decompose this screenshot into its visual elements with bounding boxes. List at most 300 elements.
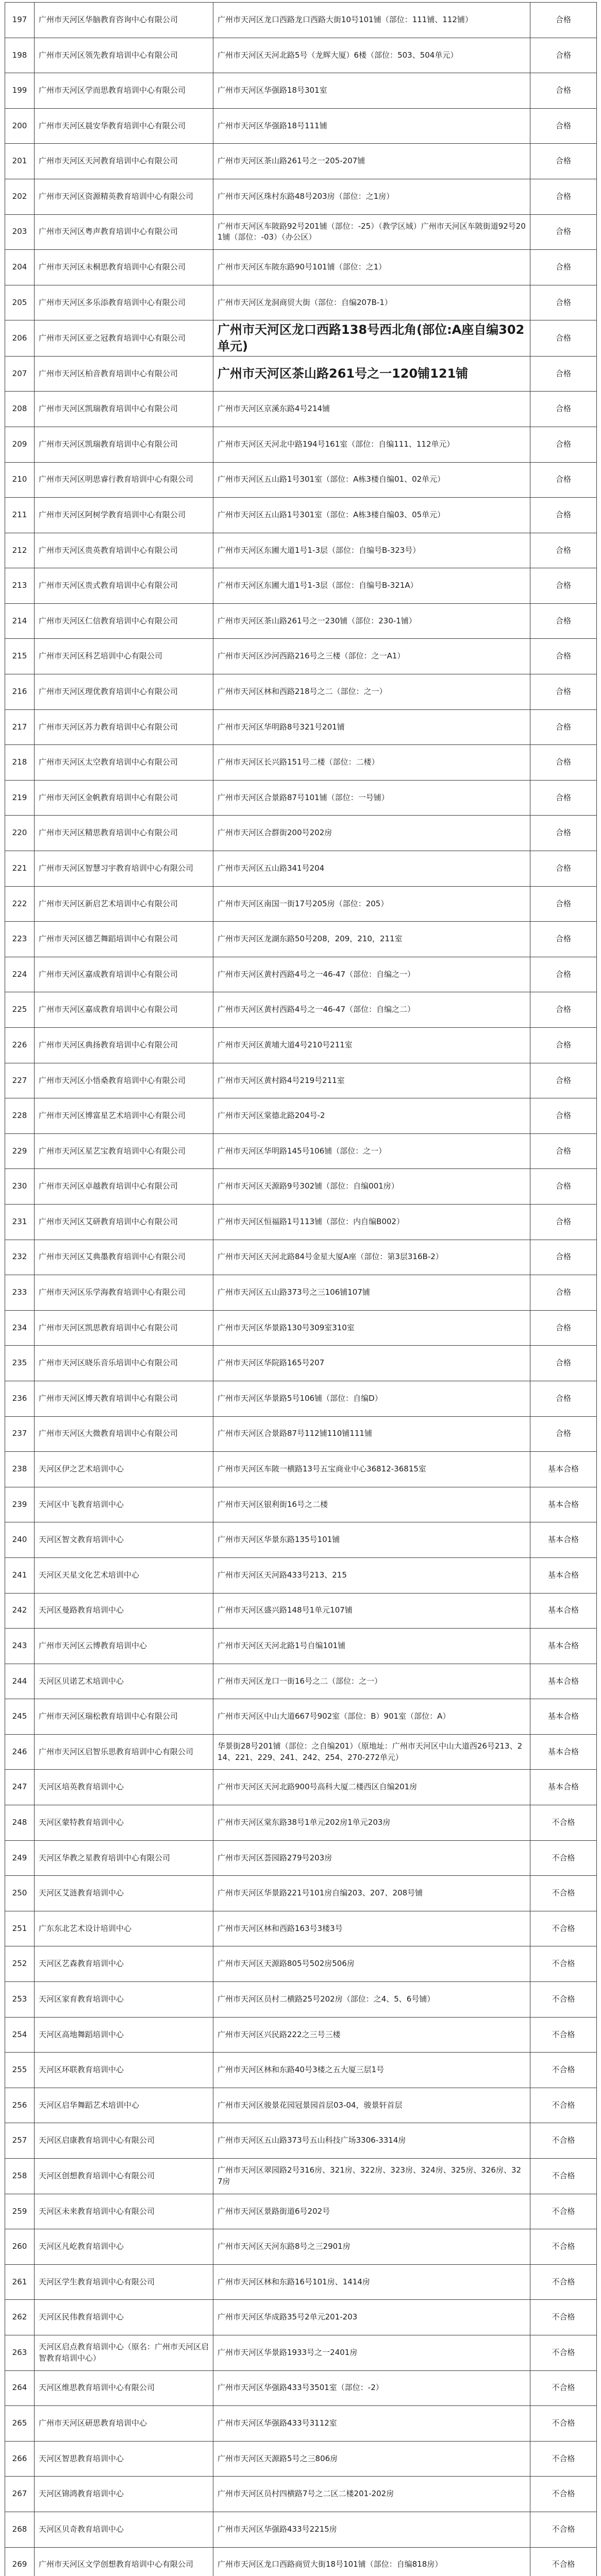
address-cell: 广州市天河区京溪东路4号214铺 xyxy=(213,392,530,427)
institution-name-cell: 天河区启康教育培训中心有限公司 xyxy=(35,2123,213,2159)
inspection-result-cell: 不合格 xyxy=(530,2547,597,2576)
address-cell: 广州市天河区长兴路151号二楼（部位：二楼） xyxy=(213,745,530,781)
institution-name-cell: 天河区天星文化艺术培训中心 xyxy=(35,1557,213,1593)
address-cell: 广州市天河区沙河西路216号之三楼（部位：之一A1） xyxy=(213,639,530,674)
row-number-cell: 220 xyxy=(5,816,35,851)
inspection-result-cell: 合格 xyxy=(530,356,597,392)
row-number-cell: 223 xyxy=(5,922,35,957)
table-row xyxy=(5,639,597,674)
institution-name-cell: 天河区维思教育培训中心有限公司 xyxy=(35,2370,213,2406)
institution-name-cell: 广州市天河区阿树学教育培训中心有限公司 xyxy=(35,498,213,533)
inspection-result-cell: 不合格 xyxy=(530,2300,597,2335)
address-cell: 广州市天河区华明路145号106铺（部位：之一） xyxy=(213,1133,530,1169)
address-cell: 广州市天河区天河北路900号高科大厦二楼西区自编201房 xyxy=(213,1770,530,1805)
institution-name-cell: 广州市天河区星艺宝教育培训中心有限公司 xyxy=(35,1133,213,1169)
table-row xyxy=(5,2159,597,2194)
row-number-cell: 205 xyxy=(5,285,35,320)
table-row xyxy=(5,1770,597,1805)
address-cell: 广州市天河区合景路87号101铺（部位：一号铺） xyxy=(213,780,530,816)
institution-name-cell: 广州市天河区贵式教育培训中心有限公司 xyxy=(35,568,213,604)
institution-name-cell: 广州市天河区智慧习宇教育培训中心有限公司 xyxy=(35,851,213,887)
institution-name-cell: 天河区环联教育培训中心 xyxy=(35,2053,213,2088)
row-number-cell: 226 xyxy=(5,1028,35,1063)
institution-name-cell: 广州市天河区瑞松教育培训中心有限公司 xyxy=(35,1699,213,1735)
inspection-result-cell: 不合格 xyxy=(530,2053,597,2088)
table-row xyxy=(5,2441,597,2477)
institution-name-cell: 广州市天河区晨安华教育培训中心有限公司 xyxy=(35,108,213,144)
inspection-result-cell: 合格 xyxy=(530,179,597,214)
institution-name-cell: 广州市天河区艾典墨教育培训中心有限公司 xyxy=(35,1240,213,1275)
inspection-result-cell: 不合格 xyxy=(530,1805,597,1841)
table-row xyxy=(5,603,597,639)
address-cell: 广州市天河区龙口一街16号之二（部位：之一） xyxy=(213,1664,530,1699)
institution-name-cell: 广东东北艺术设计培训中心 xyxy=(35,1911,213,1946)
institution-name-cell: 广州市天河区卓越教育培训中心有限公司 xyxy=(35,1169,213,1205)
inspection-result-cell: 基本合格 xyxy=(530,1629,597,1664)
institution-name-cell: 广州市天河区文学创想教育培训中心有限公司 xyxy=(35,2547,213,2576)
institution-name-cell: 广州市天河区贵英教育培训中心有限公司 xyxy=(35,533,213,568)
table-row xyxy=(5,73,597,109)
inspection-result-cell: 不合格 xyxy=(530,2512,597,2547)
address-cell: 广州市天河区华景路221号101房自编203、207、208号铺 xyxy=(213,1876,530,1911)
inspection-result-cell: 基本合格 xyxy=(530,1770,597,1805)
address-cell: 广州市天河区员村二横路25号202房（部位：之4、5、6号铺） xyxy=(213,1982,530,2018)
institution-name-cell: 广州市天河区凯瑞教育培训中心有限公司 xyxy=(35,427,213,462)
row-number-cell: 246 xyxy=(5,1734,35,1770)
table-row xyxy=(5,1946,597,1982)
institution-name-cell: 天河区伊之艺术培训中心 xyxy=(35,1452,213,1487)
row-number-cell: 250 xyxy=(5,1876,35,1911)
institution-name-cell: 广州市天河区新启艺术培训中心有限公司 xyxy=(35,886,213,922)
inspection-result-cell: 合格 xyxy=(530,745,597,781)
address-cell: 广州市天河区员村四横路7号之二区二楼201-202房 xyxy=(213,2477,530,2512)
table-row xyxy=(5,1133,597,1169)
row-number-cell: 254 xyxy=(5,2017,35,2053)
table-row xyxy=(5,108,597,144)
inspection-result-cell: 合格 xyxy=(530,992,597,1028)
institution-name-cell: 广州市天河区天河教育培训中心有限公司 xyxy=(35,144,213,179)
table-row xyxy=(5,214,597,250)
table-row xyxy=(5,2477,597,2512)
inspection-result-cell: 基本合格 xyxy=(530,1487,597,1522)
row-number-cell: 245 xyxy=(5,1699,35,1735)
table-row xyxy=(5,1699,597,1735)
inspection-result-cell: 基本合格 xyxy=(530,1452,597,1487)
inspection-result-cell: 基本合格 xyxy=(530,1522,597,1558)
institution-name-cell: 广州市天河区德艺舞蹈培训中心有限公司 xyxy=(35,922,213,957)
row-number-cell: 221 xyxy=(5,851,35,887)
row-number-cell: 204 xyxy=(5,250,35,285)
institution-name-cell: 天河区凡屹教育培训中心 xyxy=(35,2229,213,2265)
inspection-result-cell: 合格 xyxy=(530,674,597,710)
row-number-cell: 251 xyxy=(5,1911,35,1946)
inspection-result-cell: 合格 xyxy=(530,285,597,320)
inspection-result-cell: 合格 xyxy=(530,851,597,887)
table-row xyxy=(5,1204,597,1240)
address-cell: 广州市天河区合景路87号112铺110铺111铺 xyxy=(213,1416,530,1452)
table-row xyxy=(5,2123,597,2159)
institution-name-cell: 天河区学生教育培训中心有限公司 xyxy=(35,2264,213,2300)
address-cell: 广州市天河区华景路1933号之一2401房 xyxy=(213,2335,530,2370)
address-cell: 广州市天河区天源路9号302铺（部位：自编001房） xyxy=(213,1169,530,1205)
table-row xyxy=(5,2547,597,2576)
row-number-cell: 229 xyxy=(5,1133,35,1169)
row-number-cell: 232 xyxy=(5,1240,35,1275)
row-number-cell: 268 xyxy=(5,2512,35,2547)
row-number-cell: 202 xyxy=(5,179,35,214)
inspection-result-cell: 不合格 xyxy=(530,2123,597,2159)
address-cell: 广州市天河区天河北路1号自编101铺 xyxy=(213,1629,530,1664)
address-cell: 华景街28号201铺（部位：之自编201）（原地址：广州市天河区中山大道西26号213、214、221、229、241、242、254、270-272单元） xyxy=(213,1734,530,1770)
institution-name-cell: 天河区高地舞蹈培训中心 xyxy=(35,2017,213,2053)
row-number-cell: 248 xyxy=(5,1805,35,1841)
institution-name-cell: 广州市天河区凯思教育培训中心有限公司 xyxy=(35,1310,213,1346)
institution-name-cell: 广州市天河区乐学海教育培训中心有限公司 xyxy=(35,1275,213,1311)
table-row xyxy=(5,1911,597,1946)
institution-name-cell: 广州市天河区粤声教育培训中心有限公司 xyxy=(35,214,213,250)
table-row xyxy=(5,2406,597,2442)
institution-name-cell: 广州市天河区晓乐音乐培训中心有限公司 xyxy=(35,1346,213,1381)
institution-name-cell: 广州市天河区华脑教育咨询中心有限公司 xyxy=(35,3,213,38)
table-row xyxy=(5,1840,597,1876)
institution-name-cell: 广州市天河区云博教育培训中心 xyxy=(35,1629,213,1664)
table-row xyxy=(5,1805,597,1841)
institution-name-cell: 广州市天河区未桐思教育培训中心有限公司 xyxy=(35,250,213,285)
institution-name-cell: 广州市天河区研思教育培训中心 xyxy=(35,2406,213,2442)
table-row xyxy=(5,1629,597,1664)
address-cell: 广州市天河区中山大道667号902室（部位：B）901室（部位：A） xyxy=(213,1699,530,1735)
institution-name-cell: 天河区锦鸿教育培训中心 xyxy=(35,2477,213,2512)
institution-name-cell: 天河区智文教育培训中心 xyxy=(35,1522,213,1558)
table-row xyxy=(5,427,597,462)
row-number-cell: 237 xyxy=(5,1416,35,1452)
table-row xyxy=(5,886,597,922)
institution-name-cell: 广州市天河区启智乐思教育培训中心有限公司 xyxy=(35,1734,213,1770)
institution-name-cell: 广州市天河区凯瑞教育培训中心有限公司 xyxy=(35,392,213,427)
institution-name-cell: 天河区未来教育培训中心有限公司 xyxy=(35,2194,213,2229)
table-row xyxy=(5,1487,597,1522)
institution-name-cell: 广州市天河区嘉成教育培训中心有限公司 xyxy=(35,957,213,992)
address-cell: 广州市天河区天河北中路194号161室（部位：自编111、112单元） xyxy=(213,427,530,462)
row-number-cell: 241 xyxy=(5,1557,35,1593)
inspection-result-cell: 合格 xyxy=(530,3,597,38)
inspection-result-cell: 合格 xyxy=(530,709,597,745)
row-number-cell: 218 xyxy=(5,745,35,781)
row-number-cell: 203 xyxy=(5,214,35,250)
institution-name-cell: 广州市天河区理优教育培训中心有限公司 xyxy=(35,674,213,710)
inspection-result-cell: 合格 xyxy=(530,250,597,285)
inspection-result-cell: 合格 xyxy=(530,1240,597,1275)
address-cell: 广州市天河区南国一街17号205房（部位：205） xyxy=(213,886,530,922)
inspection-result-cell: 不合格 xyxy=(530,2441,597,2477)
inspection-result-cell: 基本合格 xyxy=(530,1734,597,1770)
row-number-cell: 262 xyxy=(5,2300,35,2335)
row-number-cell: 236 xyxy=(5,1381,35,1416)
row-number-cell: 266 xyxy=(5,2441,35,2477)
address-cell: 广州市天河区车陂一横路13号五宝商业中心36812-36815室 xyxy=(213,1452,530,1487)
row-number-cell: 259 xyxy=(5,2194,35,2229)
inspection-result-cell: 合格 xyxy=(530,1275,597,1311)
address-cell: 广州市天河区黄村路4号219号211室 xyxy=(213,1063,530,1098)
address-cell: 广州市天河区华景路5号106铺（部位：自编D） xyxy=(213,1381,530,1416)
table-row xyxy=(5,356,597,392)
address-cell: 广州市天河区黄村西路4号之一46-47（部位：自编之二） xyxy=(213,992,530,1028)
table-row xyxy=(5,992,597,1028)
row-number-cell: 208 xyxy=(5,392,35,427)
inspection-result-cell: 不合格 xyxy=(530,2159,597,2194)
address-cell: 广州市天河区华景路130号309室310室 xyxy=(213,1310,530,1346)
address-cell: 广州市天河区林和东路40号3楼之五大厦三层1号 xyxy=(213,2053,530,2088)
table-row xyxy=(5,780,597,816)
row-number-cell: 217 xyxy=(5,709,35,745)
table-row xyxy=(5,2194,597,2229)
address-cell: 广州市天河区茶山路261号之一120铺121铺 xyxy=(213,356,530,392)
inspection-result-cell: 合格 xyxy=(530,886,597,922)
inspection-result-cell: 合格 xyxy=(530,144,597,179)
table-row xyxy=(5,816,597,851)
inspection-result-cell: 基本合格 xyxy=(530,1557,597,1593)
address-cell: 广州市天河区华强路433号3501室（部位：-2） xyxy=(213,2370,530,2406)
table-row xyxy=(5,144,597,179)
institution-name-cell: 天河区艾涟教育培训中心 xyxy=(35,1876,213,1911)
inspection-result-cell: 合格 xyxy=(530,1310,597,1346)
address-cell: 广州市天河区华强路433号2215房 xyxy=(213,2512,530,2547)
inspection-result-cell: 合格 xyxy=(530,1063,597,1098)
address-cell: 广州市天河区五山路341号204 xyxy=(213,851,530,887)
address-cell: 广州市天河区华院路165号207 xyxy=(213,1346,530,1381)
table-row xyxy=(5,851,597,887)
institution-name-cell: 广州市天河区学而思教育培训中心有限公司 xyxy=(35,73,213,109)
table-row xyxy=(5,320,597,356)
address-cell: 广州市天河区五山路373号五山科技广场3306-3314房 xyxy=(213,2123,530,2159)
institution-name-cell: 天河区华教之星教育培训中心有限公司 xyxy=(35,1840,213,1876)
address-cell: 广州市天河区华强路433号3112室 xyxy=(213,2406,530,2442)
inspection-result-cell: 合格 xyxy=(530,108,597,144)
inspection-result-cell: 合格 xyxy=(530,922,597,957)
table-row xyxy=(5,2370,597,2406)
table-row xyxy=(5,1098,597,1134)
inspection-result-cell: 不合格 xyxy=(530,1982,597,2018)
row-number-cell: 199 xyxy=(5,73,35,109)
address-cell: 广州市天河区五山路1号301室（部位：A栋3楼自编03、05单元） xyxy=(213,498,530,533)
inspection-results-table-sheet xyxy=(5,2,596,2576)
table-row xyxy=(5,674,597,710)
address-cell: 广州市天河区天源路5号之三806房 xyxy=(213,2441,530,2477)
row-number-cell: 212 xyxy=(5,533,35,568)
institution-name-cell: 天河区启点教育培训中心（原名：广州市天河区启智教育培训中心） xyxy=(35,2335,213,2370)
inspection-results-table xyxy=(5,2,597,2576)
institution-name-cell: 天河区贝奇教育培训中心 xyxy=(35,2512,213,2547)
row-number-cell: 197 xyxy=(5,3,35,38)
row-number-cell: 258 xyxy=(5,2159,35,2194)
table-row xyxy=(5,1416,597,1452)
row-number-cell: 219 xyxy=(5,780,35,816)
inspection-result-cell: 不合格 xyxy=(530,2088,597,2123)
table-row xyxy=(5,533,597,568)
address-cell: 广州市天河区茶山路261号之一230铺（部位：230-1铺） xyxy=(213,603,530,639)
institution-name-cell: 天河区家育教育培训中心 xyxy=(35,1982,213,2018)
address-cell: 广州市天河区盛兴路148号1单元107铺 xyxy=(213,1593,530,1629)
institution-name-cell: 广州市天河区多乐添教育培训中心有限公司 xyxy=(35,285,213,320)
table-row xyxy=(5,250,597,285)
inspection-result-cell: 合格 xyxy=(530,639,597,674)
inspection-result-cell: 不合格 xyxy=(530,2194,597,2229)
row-number-cell: 213 xyxy=(5,568,35,604)
institution-name-cell: 广州市天河区科艺培训中心有限公司 xyxy=(35,639,213,674)
inspection-result-cell: 合格 xyxy=(530,533,597,568)
row-number-cell: 231 xyxy=(5,1204,35,1240)
table-row xyxy=(5,462,597,498)
row-number-cell: 261 xyxy=(5,2264,35,2300)
institution-name-cell: 广州市天河区博天教育培训中心有限公司 xyxy=(35,1381,213,1416)
inspection-result-cell: 不合格 xyxy=(530,1946,597,1982)
table-row xyxy=(5,922,597,957)
table-row xyxy=(5,38,597,73)
row-number-cell: 239 xyxy=(5,1487,35,1522)
inspection-result-cell: 不合格 xyxy=(530,1840,597,1876)
institution-name-cell: 天河区曼路教育培训中心 xyxy=(35,1593,213,1629)
address-cell: 广州市天河区黄村西路4号之一46-47（部位：自编之一） xyxy=(213,957,530,992)
row-number-cell: 242 xyxy=(5,1593,35,1629)
row-number-cell: 264 xyxy=(5,2370,35,2406)
institution-name-cell: 天河区艺森教育培训中心 xyxy=(35,1946,213,1982)
table-row xyxy=(5,498,597,533)
institution-name-cell: 天河区中飞教育培训中心 xyxy=(35,1487,213,1522)
address-cell: 广州市天河区天河北路5号（龙辉大厦）6楼（部位：503、504单元） xyxy=(213,38,530,73)
row-number-cell: 233 xyxy=(5,1275,35,1311)
table-row xyxy=(5,2017,597,2053)
row-number-cell: 207 xyxy=(5,356,35,392)
address-cell: 广州市天河区车陂东路90号101铺（部位：之1） xyxy=(213,250,530,285)
inspection-result-cell: 合格 xyxy=(530,462,597,498)
row-number-cell: 210 xyxy=(5,462,35,498)
inspection-result-cell: 合格 xyxy=(530,392,597,427)
inspection-result-cell: 不合格 xyxy=(530,2264,597,2300)
address-cell: 广州市天河区合群街200号202房 xyxy=(213,816,530,851)
address-cell: 广州市天河区棠德北路204号-2 xyxy=(213,1098,530,1134)
row-number-cell: 216 xyxy=(5,674,35,710)
inspection-result-cell: 合格 xyxy=(530,1169,597,1205)
address-cell: 广州市天河区林和东路16号101房、1414房 xyxy=(213,2264,530,2300)
address-cell: 广州市天河区银利街16号之二楼 xyxy=(213,1487,530,1522)
institution-name-cell: 广州市天河区艾研教育培训中心有限公司 xyxy=(35,1204,213,1240)
row-number-cell: 228 xyxy=(5,1098,35,1134)
table-row xyxy=(5,1381,597,1416)
table-row xyxy=(5,2512,597,2547)
row-number-cell: 198 xyxy=(5,38,35,73)
institution-name-cell: 天河区启华舞蹈艺术培训中心 xyxy=(35,2088,213,2123)
row-number-cell: 230 xyxy=(5,1169,35,1205)
address-cell: 广州市天河区茶山路261号之一205-207铺 xyxy=(213,144,530,179)
table-row xyxy=(5,2264,597,2300)
address-cell: 广州市天河区华强路18号111铺 xyxy=(213,108,530,144)
address-cell: 广州市天河区五山路373号之三106铺107铺 xyxy=(213,1275,530,1311)
table-row xyxy=(5,1169,597,1205)
inspection-result-cell: 合格 xyxy=(530,1098,597,1134)
address-cell: 广州市天河区龙口西路商贸大街18号101铺（部位：自编818房） xyxy=(213,2547,530,2576)
row-number-cell: 201 xyxy=(5,144,35,179)
address-cell: 广州市天河区天源路805号502房506房 xyxy=(213,1946,530,1982)
address-cell: 广州市天河区龙口西路138号西北角(部位:A座自编302单元) xyxy=(213,320,530,356)
inspection-result-cell: 不合格 xyxy=(530,2335,597,2370)
table-row xyxy=(5,392,597,427)
address-cell: 广州市天河区黄埔大道4号210号211室 xyxy=(213,1028,530,1063)
row-number-cell: 252 xyxy=(5,1946,35,1982)
institution-name-cell: 广州市天河区精思教育培训中心有限公司 xyxy=(35,816,213,851)
table-row xyxy=(5,3,597,38)
address-cell: 广州市天河区荟园路279号203房 xyxy=(213,1840,530,1876)
row-number-cell: 227 xyxy=(5,1063,35,1098)
institution-name-cell: 广州市天河区博富星艺术培训中心有限公司 xyxy=(35,1098,213,1134)
institution-name-cell: 天河区贝诺艺术培训中心 xyxy=(35,1664,213,1699)
row-number-cell: 249 xyxy=(5,1840,35,1876)
inspection-result-cell: 合格 xyxy=(530,1346,597,1381)
inspection-result-cell: 合格 xyxy=(530,1416,597,1452)
address-cell: 广州市天河区珠村东路48号203房（部位：之1房） xyxy=(213,179,530,214)
inspection-result-cell: 不合格 xyxy=(530,1876,597,1911)
address-cell: 广州市天河区龙洞商贸大街（部位：自编207B-1） xyxy=(213,285,530,320)
row-number-cell: 265 xyxy=(5,2406,35,2442)
row-number-cell: 222 xyxy=(5,886,35,922)
table-row xyxy=(5,2335,597,2370)
table-row xyxy=(5,179,597,214)
address-cell: 广州市天河区龙湖东路50号208，209，210，211室 xyxy=(213,922,530,957)
table-row xyxy=(5,1876,597,1911)
row-number-cell: 214 xyxy=(5,603,35,639)
table-row xyxy=(5,1452,597,1487)
table-row xyxy=(5,1275,597,1311)
inspection-result-cell: 合格 xyxy=(530,498,597,533)
row-number-cell: 234 xyxy=(5,1310,35,1346)
row-number-cell: 257 xyxy=(5,2123,35,2159)
inspection-result-cell: 合格 xyxy=(530,1204,597,1240)
row-number-cell: 253 xyxy=(5,1982,35,2018)
institution-name-cell: 天河区蒙特教育培训中心 xyxy=(35,1805,213,1841)
institution-name-cell: 广州市天河区小悟桑教育培训中心有限公司 xyxy=(35,1063,213,1098)
inspection-result-cell: 合格 xyxy=(530,1381,597,1416)
institution-name-cell: 广州市天河区嘉成教育培训中心有限公司 xyxy=(35,992,213,1028)
inspection-result-cell: 合格 xyxy=(530,320,597,356)
inspection-result-cell: 不合格 xyxy=(530,2017,597,2053)
address-cell: 广州市天河区车陂路92号201铺（部位：-25）（教学区域）广州市天河区车陂街道92号201铺（部位：-03）（办公区） xyxy=(213,214,530,250)
table-row xyxy=(5,2229,597,2265)
row-number-cell: 263 xyxy=(5,2335,35,2370)
inspection-result-cell: 合格 xyxy=(530,957,597,992)
row-number-cell: 267 xyxy=(5,2477,35,2512)
inspection-result-cell: 不合格 xyxy=(530,2477,597,2512)
address-cell: 广州市天河区天河东路8号之三2901房 xyxy=(213,2229,530,2265)
table-row xyxy=(5,1063,597,1098)
inspection-result-cell: 合格 xyxy=(530,427,597,462)
address-cell: 广州市天河区景路街道6号202号 xyxy=(213,2194,530,2229)
inspection-result-cell: 合格 xyxy=(530,38,597,73)
table-row xyxy=(5,1982,597,2018)
table-body xyxy=(5,3,597,2576)
address-cell: 广州市天河区东圃大道1号1-3层（部位：自编号B-323号） xyxy=(213,533,530,568)
table-row xyxy=(5,1557,597,1593)
table-row xyxy=(5,1310,597,1346)
address-cell: 广州市天河区翠园路2号316房、321房、322房、323房、324房、325房、326房、327房 xyxy=(213,2159,530,2194)
row-number-cell: 269 xyxy=(5,2547,35,2576)
institution-name-cell: 广州市天河区领先教育培训中心有限公司 xyxy=(35,38,213,73)
institution-name-cell: 广州市天河区金帆教育培训中心有限公司 xyxy=(35,780,213,816)
address-cell: 广州市天河区华成路35号2单元201-203 xyxy=(213,2300,530,2335)
institution-name-cell: 广州市天河区资源精英教育培训中心有限公司 xyxy=(35,179,213,214)
row-number-cell: 243 xyxy=(5,1629,35,1664)
inspection-result-cell: 不合格 xyxy=(530,2370,597,2406)
inspection-result-cell: 不合格 xyxy=(530,1911,597,1946)
table-row xyxy=(5,568,597,604)
